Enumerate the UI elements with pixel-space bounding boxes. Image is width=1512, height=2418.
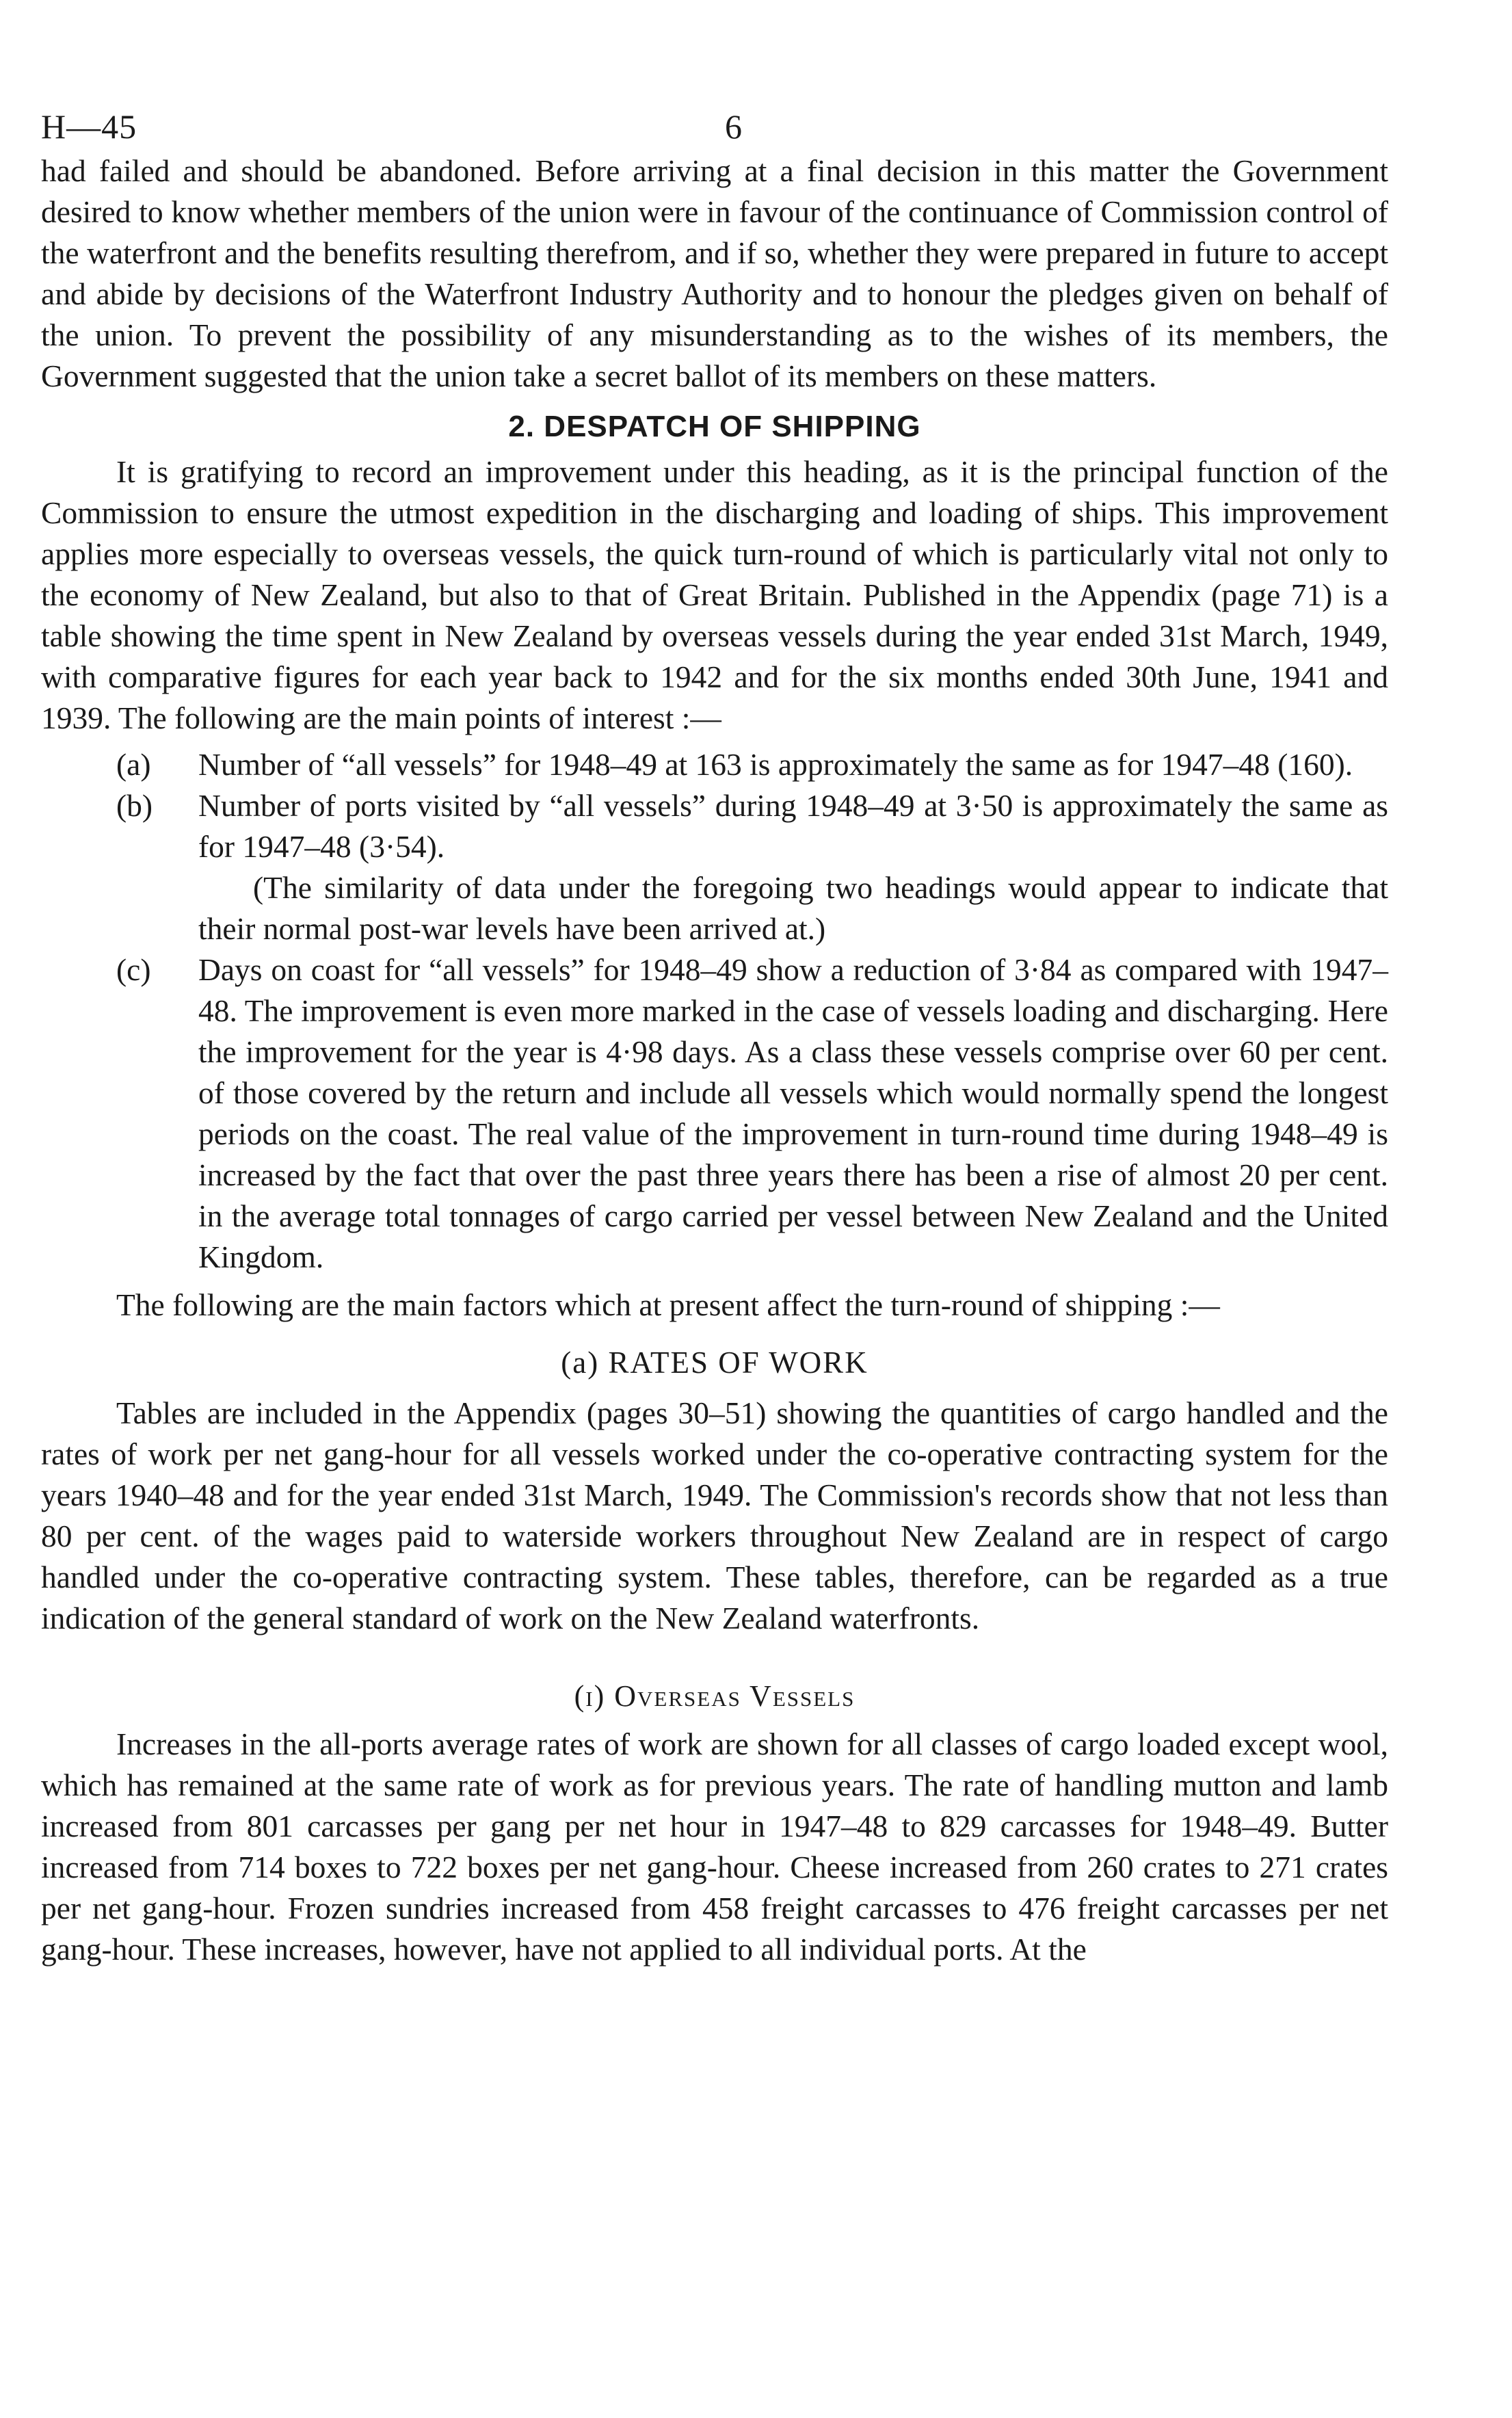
- sub-heading-overseas: (i) Overseas Vessels: [574, 1679, 856, 1713]
- list-marker-b: (b): [116, 788, 153, 823]
- list-text-b: Number of ports visited by “all vessels” during 1948–49 at 3·50 is approximately the same as for 1947–48 (3·54).: [198, 788, 1388, 864]
- page-header: [41, 89, 1388, 150]
- list-text-c: Days on coast for “all vessels” for 1948–49 show a reduction of 3·84 as compared with 1947–48. The improvement is even more marked in the case of vessels loading and discharging. Here the improvement for the year is 4·98 days. As a class these vessels comprise over 60 per cent. of those covered by the return and include all vessels which would normally spend the longest periods on the coast. The real value of the improvement in turn-round time during 1948–49 is increased by the fact that over the past three years there has been a rise of almost 20 per cent. in the average total tonnages of cargo carried per vessel between New Zealand and the United Kingdom.: [198, 952, 1388, 1274]
- list-marker-a: (a): [116, 747, 151, 782]
- document-page: [41, 89, 1388, 1970]
- list-note-text: (The similarity of data under the foregoing two headings would appear to indicate that their normal post-war levels have been arrived at.): [198, 870, 1388, 946]
- sub-heading-rates: (a) RATES OF WORK: [561, 1345, 868, 1380]
- paragraph-rates: Tables are included in the Appendix (pages 30–51) showing the quantities of cargo handled and the rates of work per net gang-hour for all vessels worked under the co-operative contracting system for the years 1940–48 and for the year ended 31st March, 1949. The Commission's records show that not less than 80 per cent. of the wages paid to waterside workers throughout New Zealand are in respect of cargo handled under the co-operative contracting system. These tables, therefore, can be regarded as a true indication of the general standard of work on the New Zealand waterfronts.: [41, 1395, 1388, 1635]
- list-marker-c: (c): [116, 952, 151, 987]
- list-item-c: [41, 949, 1388, 1278]
- list-item-a: [41, 744, 1388, 785]
- list-note: [41, 867, 1388, 949]
- section-heading-despatch: 2. DESPATCH OF SHIPPING: [508, 410, 921, 443]
- paragraph-ballot: had failed and should be abandoned. Before arriving at a final decision in this matter the Government desired to know whether members of the union were in favour of the continuance of Commission control of the waterfront and the benefits resulting therefrom, and if so, whether they were prepared in future to accept and abide by decisions of the Waterfront Industry Authority and to honour the pledges given on behalf of the union. To prevent the possibility of any misunderstanding as to the wishes of its members, the Government suggested that the union take a secret ballot of its members on these matters.: [41, 153, 1388, 393]
- paragraph-factors: The following are the main factors which at present affect the turn-round of shipping :—: [116, 1287, 1220, 1322]
- document-code: H—45: [41, 107, 137, 146]
- paragraph-overseas: Increases in the all-ports average rates of work are shown for all classes of cargo loaded except wool, which has remained at the same rate of work as for previous years. The rate of handling mutton and lamb increased from 801 carcasses per gang per net hour in 1947–48 to 829 carcasses for 1948–49. Butter increased from 714 boxes to 722 boxes per net gang-hour. Cheese increased from 260 crates to 271 crates per net gang-hour. Frozen sundries increased from 458 freight carcasses to 476 freight carcasses per net gang-hour. These increases, however, have not applied to all individual ports. At the: [41, 1726, 1388, 1967]
- list-text-a: Number of “all vessels” for 1948–49 at 163 is approximately the same as for 1947–48 (160).: [198, 747, 1353, 782]
- paragraph-despatch-intro: It is gratifying to record an improvement under this heading, as it is the principal function of the Commission to ensure the utmost expedition in the discharging and loading of ships. This improvement applies more especially to overseas vessels, the quick turn-round of which is particularly vital not only to the economy of New Zealand, but also to that of Great Britain. Published in the Appendix (page 71) is a table showing the time spent in New Zealand by overseas vessels during the year ended 31st March, 1949, with comparative figures for each year back to 1942 and for the six months ended 30th June, 1941 and 1939. The following are the main points of interest :—: [41, 454, 1388, 735]
- page-number: 6: [725, 107, 742, 146]
- list-item-b: [41, 785, 1388, 867]
